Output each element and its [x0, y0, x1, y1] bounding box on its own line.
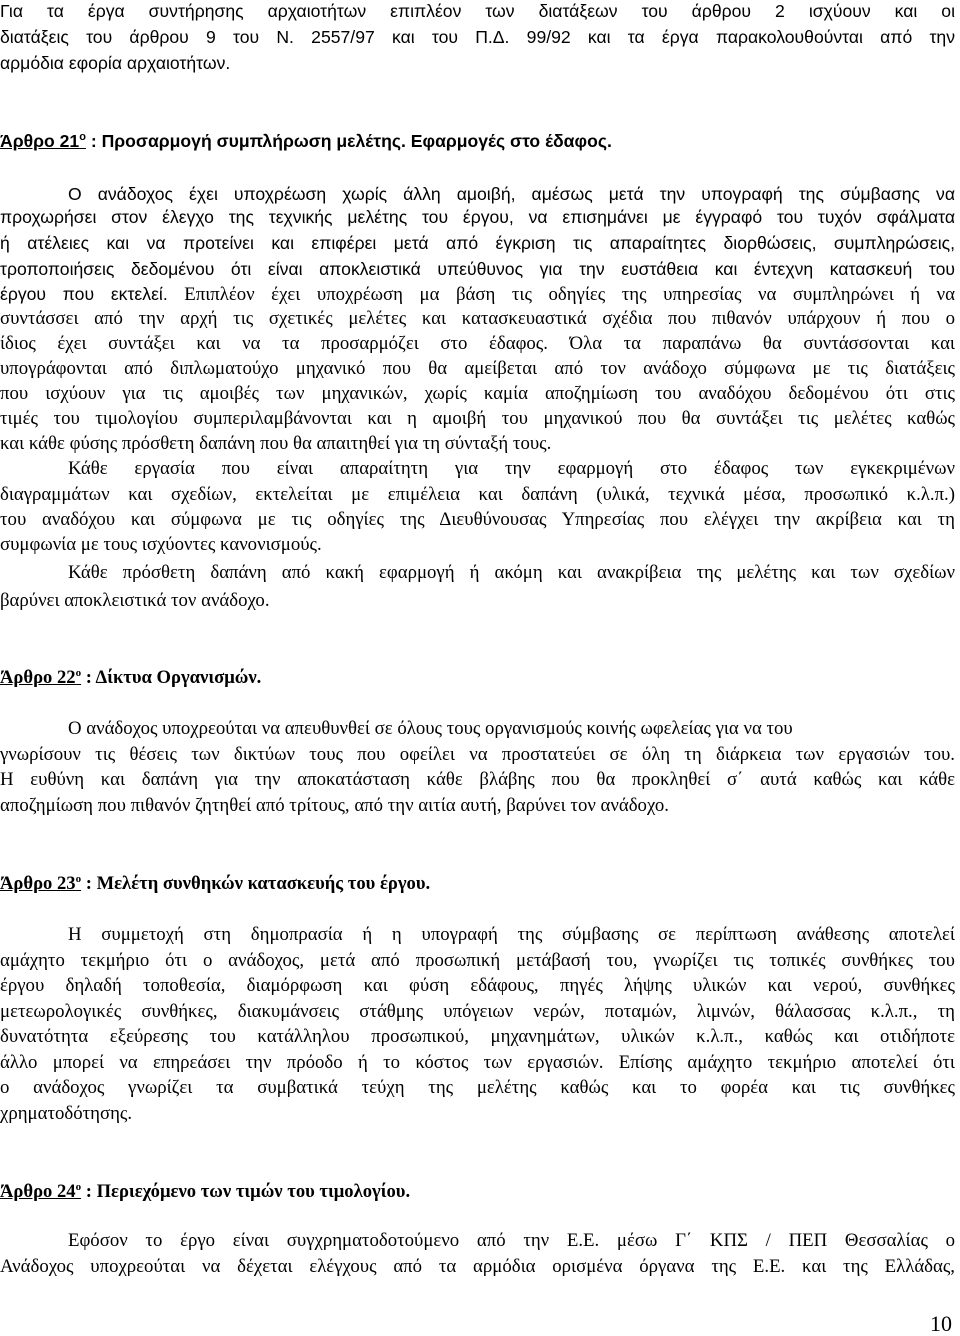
intro-line-3: αρμόδια εφορία αρχαιοτήτων. [0, 53, 231, 73]
article-21-line-16: Κάθε πρόσθετη δαπάνη από κακή εφαρμογή ή ακόμη και ανακρίβεια της μελέτης και των σχεδίων [68, 562, 955, 583]
article-24-sup: ο [75, 1181, 82, 1193]
article-22-line-3: Η ευθύνη και δαπάνη για την αποκατάσταση κάθε βλάβης που θα προκληθεί σ΄ αυτά καθώς και κάθε [0, 769, 955, 790]
article-22-line-2: γνωρίσουν τις θέσεις των δικτύων τους που οφείλει να προστατεύει σε όλη τη διάρκεια των εργασιών του. [0, 744, 955, 765]
article-24-title: : Περιεχόμενο των τιμών του τιμολογίου. [81, 1181, 411, 1202]
article-23-line-7: ο ανάδοχος γνωρίζει τα συμβατικά τεύχη της μελέτης καθώς και το φορέα και τις συνθήκες [0, 1077, 955, 1098]
article-22-title: : Δίκτυα Οργανισμών. [81, 667, 262, 688]
article-22-line-1: Ο ανάδοχος υποχρεούται να απευθυνθεί σε όλους τους οργανισμούς κοινής ωφελείας για να του [68, 718, 793, 739]
intro-line-2: διατάξεις του άρθρου 9 του Ν. 2557/97 και του Π.Δ. 99/92 και τα έργα παρακολουθούνται από την [0, 27, 955, 47]
article-23-prefix: Άρθρο 23 [0, 873, 76, 894]
article-22-prefix: Άρθρο 22 [0, 667, 76, 688]
article-21-line-13: διαγραμμάτων και σχεδίων, εκτελείται με επιμέλεια και δαπάνη (υλικά, τεχνικά μέσα, προσωπικό κ.λ.π.) [0, 484, 955, 505]
page-number: 10 [930, 1311, 952, 1336]
article-23-title: : Μελέτη συνθηκών κατασκευής του έργου. [81, 873, 431, 894]
article-21-line-2: προχωρήσει στον έλεγχο της τεχνικής μελέτης του έργου, να επισημάνει με έγγραφό του τυχόν σφάλματα [0, 207, 955, 227]
article-24-line-2: Ανάδοχος υποχρεούται να δέχεται ελέγχους από τα αρμόδια ορισμένα όργανα της Ε.Ε. και της Ελλάδας, [0, 1256, 955, 1277]
article-21-line-8: υπογράφονται από διπλωματούχο μηχανικό που θα αμείβεται από τον ανάδοχο σύμφωνα με τις διατάξεις [0, 358, 955, 379]
article-21-line-7: ίδιος έχει συντάξει και να τα προσαρμόζει στο έδαφος. Όλα τα παραπάνω θα συντάσσονται και [0, 333, 955, 354]
article-24-heading [0, 1181, 410, 1203]
article-21-line-12: Κάθε εργασία που είναι απαραίτητη για την εφαρμογή στο έδαφος των εγκεκριμένων [68, 458, 955, 479]
article-21-line-5 [0, 283, 955, 307]
article-21-heading [0, 130, 612, 152]
article-24-line-1: Εφόσον το έργο είναι συγχρηματοδοτούμενο από την Ε.Ε. μέσω Γ΄ ΚΠΣ / ΠΕΠ Θεσσαλίας ο [68, 1230, 955, 1251]
article-21-line-1: Ο ανάδοχος έχει υποχρέωση χωρίς άλλη αμοιβή, αμέσως μετά την υπογραφή της σύμβασης να [68, 184, 955, 204]
article-21-title: : Προσαρμογή συμπλήρωση μελέτης. Εφαρμογές στο έδαφος. [85, 131, 612, 151]
article-21-prefix: Άρθρο 21 [0, 131, 80, 151]
article-23-line-8: χρηματοδότησης. [0, 1103, 133, 1124]
article-23-sup: ο [75, 873, 82, 885]
article-23-line-4: μετεωρολογικές συνθήκες, διακυμάνσεις στάθμης υπόγειων νερών, ποταμών, λιμνών, θάλασσας κ.λ.π., τη [0, 1001, 955, 1022]
article-23-line-5: δυνατότητα εξεύρεσης του κατάλληλου προσωπικού, μηχανημάτων, υλικών κ.λ.π., καθώς και οτιδήποτε [0, 1026, 955, 1047]
article-21-line-3: ή ατέλειες και να προτείνει και επιφέρει μετά από έγκριση τις απαραίτητες διορθώσεις, συμπληρώσεις, [0, 233, 955, 253]
article-21-sup: ο [79, 131, 86, 143]
article-23-heading [0, 873, 430, 895]
article-23-line-2: αμάχητο τεκμήριο ότι ο ανάδοχος, μετά από προσωπική μετάβασή του, γνωρίζει τις τοπικές συνθήκες του [0, 950, 955, 971]
article-21-number [0, 131, 86, 151]
article-21-line-9: που ισχύουν για τις αμοιβές των μηχανικών, χωρίς καμία αποζημίωση του αναδόχου δεδομένου ότι στις [0, 383, 955, 404]
article-21-line-6: συντάσσει από την αρχή τις σχετικές μελέτες και κατασκευαστικά σχέδια που πιθανόν υπάρχουν ή που ο [0, 308, 955, 329]
article-22-number [0, 667, 81, 688]
article-21-line-11: και κάθε φύσης πρόσθετη δαπάνη που θα απαιτηθεί για τη σύνταξή τους. [0, 433, 552, 454]
article-22-sup: ο [75, 667, 82, 679]
article-21-line-5-start: έργου που εκτελεί. [0, 284, 168, 304]
article-21-line-17: βαρύνει αποκλειστικά τον ανάδοχο. [0, 590, 270, 611]
article-21-line-10: τιμές του τιμολογίου συμπεριλαμβάνονται και η αμοιβή του μηχανικού που θα συντάξει τις μελέτες καθώς [0, 408, 955, 429]
article-23-line-6: άλλο μπορεί να επηρεάσει την πρόοδο ή το κόστος των εργασιών. Επίσης αμάχητο τεκμήριο αποτελεί ότι [0, 1052, 955, 1073]
article-23-line-3: έργου δηλαδή τοποθεσία, διαμόρφωση και φύση εδάφους, πηγές λήψης υλικών και νερού, συνθήκες [0, 975, 955, 996]
article-23-number [0, 873, 81, 894]
article-21-line-4: τροποποιήσεις δεδομένου ότι είναι αποκλειστικά υπεύθυνος για την ευστάθεια και έντεχνη κατασκευή του [0, 259, 955, 279]
article-22-line-4: αποζημίωση που πιθανόν ζητηθεί από τρίτους, από την αιτία αυτή, βαρύνει τον ανάδοχο. [0, 795, 669, 816]
article-23-line-1: Η συμμετοχή στη δημοπρασία ή η υπογραφή της σύμβασης σε περίπτωση ανάθεσης αποτελεί [68, 924, 955, 945]
article-21-line-14: του αναδόχου και σύμφωνα με τις οδηγίες της Διευθύνουσας Υπηρεσίας που ελέγχει την ακρίβεια και τη [0, 509, 955, 530]
article-24-number [0, 1181, 81, 1202]
article-21-line-15: συμφωνία με τους ισχύοντες κανονισμούς. [0, 534, 322, 555]
article-21-line-5-end: Επιπλέον έχει υποχρέωση μα βάση τις οδηγίες της υπηρεσίας να συμπληρώνει ή να [167, 284, 956, 305]
intro-line-1: Για τα έργα συντήρησης αρχαιοτήτων επιπλέον των διατάξεων του άρθρου 2 ισχύουν και οι [0, 1, 955, 21]
article-24-prefix: Άρθρο 24 [0, 1181, 76, 1202]
article-22-heading [0, 667, 261, 689]
